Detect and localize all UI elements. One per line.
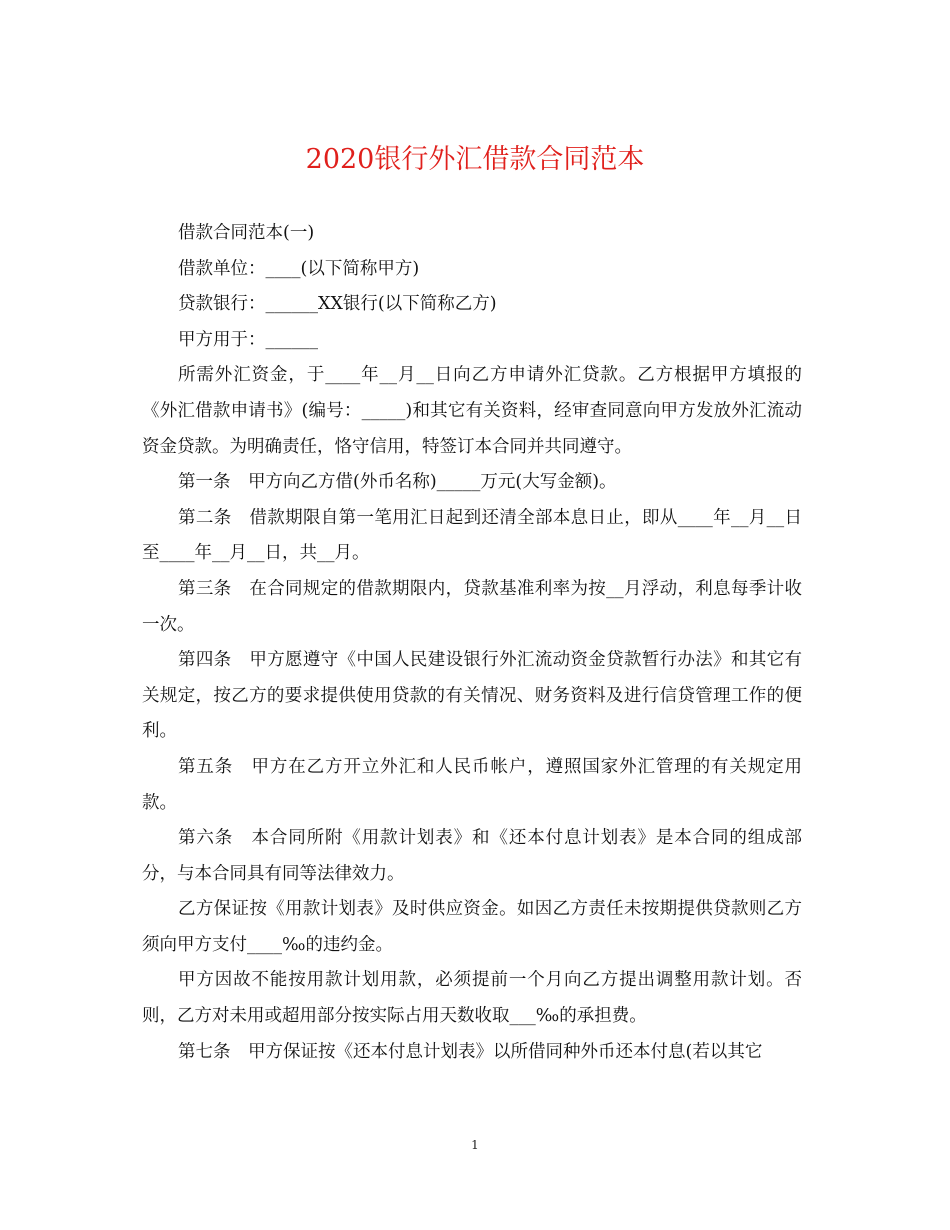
page-number: 1 xyxy=(471,1138,479,1152)
document-body xyxy=(142,216,802,1070)
paragraph-article-1: 第一条 甲方向乙方借(外币名称)_____万元(大写金额)。 xyxy=(178,472,617,493)
paragraph-article-5: 第五条 甲方在乙方开立外汇和人民币帐户，遵照国家外汇管理的有关规定用款。 xyxy=(142,756,802,813)
paragraph-article-7: 第七条 甲方保证按《还本付息计划表》以所借同种外币还本付息(若以其它 xyxy=(178,1041,763,1062)
paragraph-lender-bank: 贷款银行：______XX银行(以下简称乙方) xyxy=(178,294,497,315)
paragraph-borrower-adjustment: 甲方因故不能按用款计划用款，必须提前一个月向乙方提出调整用款计划。否则，乙方对未用或超用部分按实际占用天数收取___‰的承担费。 xyxy=(142,970,802,1027)
paragraph-borrower: 借款单位：____(以下简称甲方) xyxy=(178,258,420,279)
paragraph-contract-heading: 借款合同范本(一) xyxy=(178,223,315,243)
paragraph-lender-guarantee: 乙方保证按《用款计划表》及时供应资金。如因乙方责任未按期提供贷款则乙方须向甲方支付____‰的违约金。 xyxy=(142,899,802,955)
paragraph-article-2: 第二条 借款期限自第一笔用汇日起到还清全部本息日止，即从____年__月__日至____年__月__日，共__月。 xyxy=(142,507,802,564)
paragraph-article-4: 第四条 甲方愿遵守《中国人民建设银行外汇流动资金贷款暂行办法》和其它有关规定，按乙方的要求提供使用贷款的有关情况、财务资料及进行信贷管理工作的便利。 xyxy=(142,650,802,742)
document-title: 2020银行外汇借款合同范本 xyxy=(305,144,645,175)
paragraph-preamble: 所需外汇资金，于____年__月__日向乙方申请外汇贷款。乙方根据甲方填报的《外汇借款申请书》(编号：_____)和其它有关资料，经审查同意向甲方发放外汇流动资金贷款。为明确责任，恪守信用，特签订本合同并共同遵守。 xyxy=(142,365,802,457)
paragraph-article-6: 第六条 本合同所附《用款计划表》和《还本付息计划表》是本合同的组成部分，与本合同具有同等法律效力。 xyxy=(142,828,802,884)
paragraph-purpose: 甲方用于：______ xyxy=(178,329,318,350)
paragraph-article-3: 第三条 在合同规定的借款期限内，贷款基准利率为按__月浮动，利息每季计收一次。 xyxy=(142,578,802,635)
